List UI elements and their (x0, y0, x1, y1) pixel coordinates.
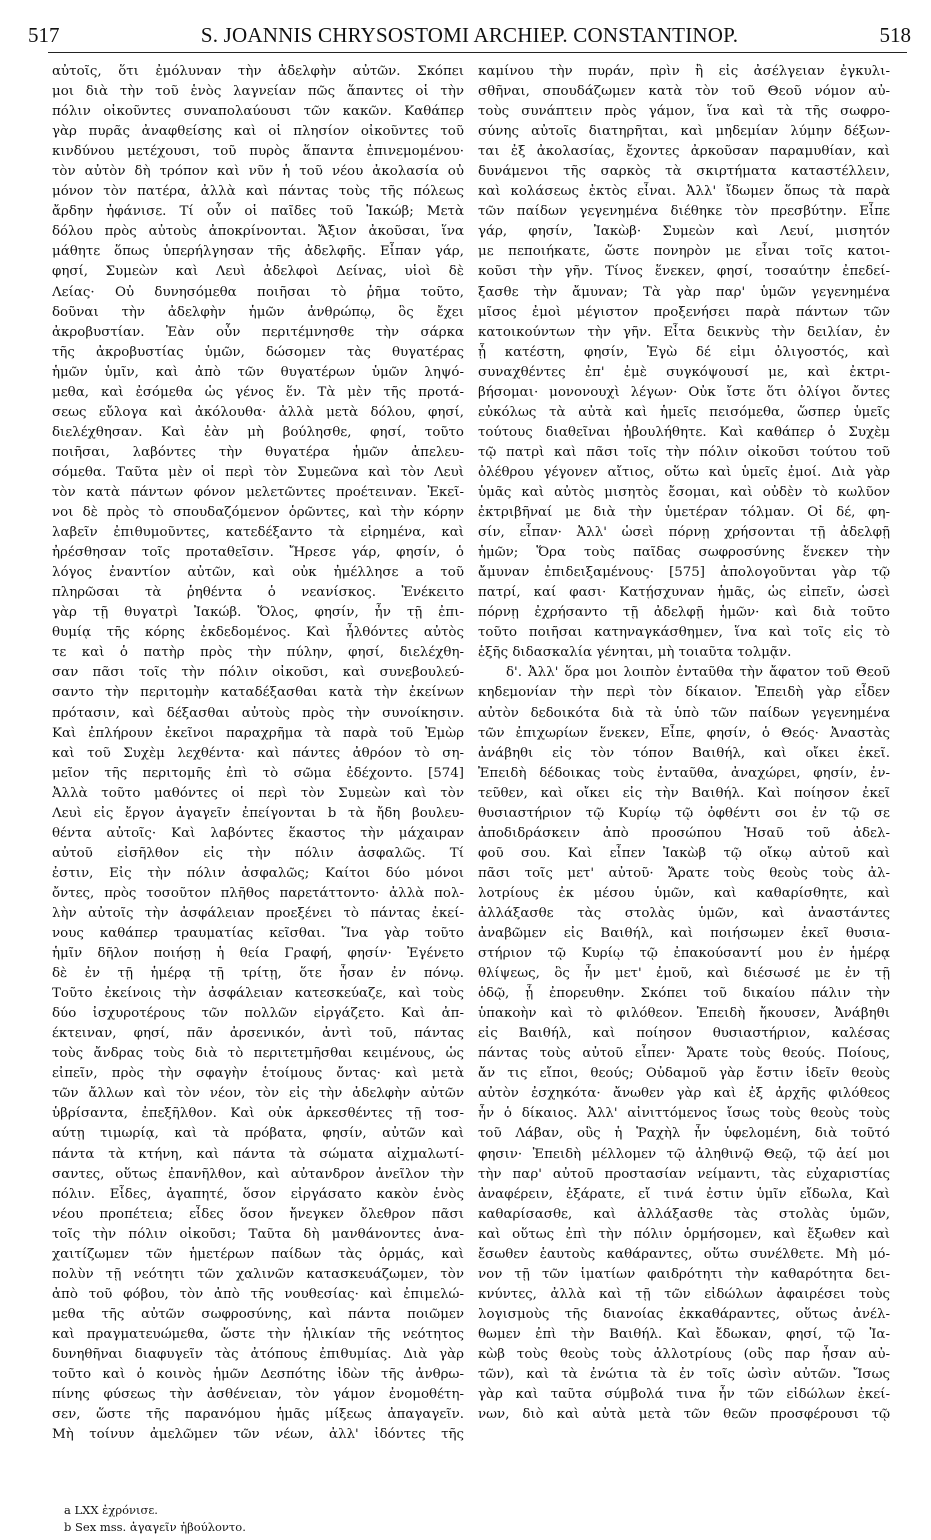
right-column-line: αὐτὸν δεδοικότα διὰ τὰ ὑπὸ τῶν παίδων γεγενημένα (478, 705, 890, 721)
right-column-line: τῷ πατρὶ καὶ πᾶσι τοῖς τὴν πόλιν οἰκοῦσι τούτου τοῦ (478, 444, 890, 460)
footnote-b: b Sex mss. ἀγαγεῖν ἠβούλοντο. (64, 1520, 246, 1534)
right-column-line: τοῦ Λάβαν, οὓς ἡ Ῥαχὴλ ἦν ὑφελομένη, διὰ τοῦτό (478, 1126, 890, 1142)
right-column-line: ἔσωθεν ἑαυτοὺς καθάραντες, οὕτω συνέλθετε. Μὴ μό- (478, 1246, 890, 1262)
left-column-line: μεῖον τῆς περιτομῆς ἐπὶ τὸ σῶμα ἐδέχοντο. [574] (52, 765, 464, 781)
right-column-line: ἀλλάξασθε τὰς στολὰς ὑμῶν, καὶ ἀναστάντες (478, 905, 890, 921)
right-column-line: τῶν παίδων γεγενημένα διέθηκε τὸν πρεσβύτην. Εἶπε (478, 204, 890, 220)
right-column-line: ὑπακοὴν καὶ τὸ φιλόθεον. Ἐπειδὴ ἤκουσεν, Ἀνάβηθι (478, 1006, 890, 1022)
right-column-line: τοῦτο ποιῆσαι κατηναγκάσθημεν, ἵνα καὶ τοῖς εἰς τὸ (478, 625, 890, 641)
left-column-line: πολὺν τῇ νεότητι τῶν χαλινῶν κατασκευάζωμεν, τὸν (52, 1266, 464, 1282)
right-column-line: σθῆναι, σπουδάζωμεν κατὰ τὸν τοῦ Θεοῦ νόμον αὐ- (478, 84, 890, 100)
right-column-line: εἰς Βαιθήλ, καὶ ποίησον θυσιαστήριον, καλέσας (478, 1026, 890, 1042)
right-column-line: καμίνου τὴν πυράν, πρὶν ἢ εἰς ἀσέλγειαν ἐγκυλι- (478, 64, 890, 79)
right-column-line: ἡμῶν; Ὅρα τοὺς παῖδας σωφροσύνης ἕνεκεν τὴν (478, 545, 890, 561)
right-column-line: εὐκόλως τὰ αὐτὰ καὶ ἡμεῖς πεισόμεθα, ὥσπερ ὑμεῖς (478, 404, 890, 420)
left-column-line: ἡμῶν ὑμῖν, καὶ ἀπὸ τῶν θυγατέρων ὑμῶν ληψό- (52, 364, 464, 380)
left-column-line: ὄντες, πρὸς τοσοῦτον πλῆθος παρετάττοντο· ἀλλὰ πολ- (52, 885, 464, 901)
left-column-line: πίνης φύσεως τὴν ἀσθένειαν, τὸν γάμον ἐνομοθέτη- (52, 1387, 464, 1403)
right-column-line: θυσιαστήριον τῷ Κυρίῳ τῷ ὀφθέντι σοι ἐν τῷ σε (478, 805, 890, 821)
left-column-line: ἄρδην ἠφάνισε. Τί οὖν οἱ παῖδες τοῦ Ἰακώβ; Μετὰ (52, 204, 464, 220)
left-column-line: τὸν κατὰ πάντων φόνον μελετῶντες προέτειναν. Ἐκεῖ- (52, 484, 464, 500)
left-column-line: σεως εὔλογα καὶ ἀκόλουθα· ἀλλὰ μετὰ δόλου, φησί, (52, 404, 464, 420)
right-column-line: λογισμοὺς τῆς διανοίας ἐκκαθάραντες, οὕτως ἀνέλ- (478, 1306, 890, 1322)
left-column-line: σόμεθα. Ταῦτα μὲν οἱ περὶ τὸν Συμεῶνα καὶ τὸν Λευὶ (52, 464, 464, 480)
right-column-line: θωμεν ἐπὶ τὴν Βαιθήλ. Καὶ ἔδωκαν, φησί, τῷ Ἰα- (478, 1326, 890, 1342)
left-column-line: νέου προπέτεια; εἶδες ὅσον ἤνεγκεν ὄλεθρον πᾶσι (52, 1206, 464, 1222)
left-column-line: αὐτοῦ εἰσῆλθον εἰς τὴν πόλιν ἀσφαλῶς. Τί (52, 845, 464, 861)
right-column-line: κὼβ τοὺς θεοὺς τοὺς ἀλλοτρίους (οὓς παρ ἦσαν αὐ- (478, 1347, 890, 1362)
left-column-line: πόλιν οἰκοῦντες συναπολαύουσι τῶν κακῶν. Καθάπερ (52, 104, 464, 120)
right-column-line: σύνης αὐτοῖς διατηρῆται, καὶ μηδεμίαν λύμην δέξων- (478, 124, 890, 140)
right-column-line: τούτους διαθεῖναι ἠβουλήθητε. Καὶ καθάπερ ὁ Συχὲμ (478, 424, 890, 440)
right-column-line: με πεποιήκατε, ὥστε πονηρὸν με εἶναι τοῖς κατοι- (478, 244, 890, 260)
left-column-line: καὶ τοῦ Συχὲμ λεχθέντα· καὶ πάντες ἀθρόον τὸ ση- (52, 745, 464, 761)
left-column-line: τοῖς τὴν πόλιν οἰκοῦσι; Ταῦτα δὴ μανθάνοντες ἀνα- (52, 1226, 464, 1242)
left-column-line: διελέχθησαν. Καὶ ἐὰν μὴ βούλησθε, φησί, τοῦτο (52, 424, 464, 440)
left-column-line: μοι διὰ τὴν τοῦ ἑνὸς λαγνείαν πῶς ἅπαντες οἱ τὴν (52, 84, 464, 100)
running-title: S. JOANNIS CHRYSOSTOMI ARCHIEP. CONSTANTINOP. (200, 23, 739, 47)
left-column-line: μεθα, καὶ ἐσόμεθα ὡς γένος ἕν. Τὰ μὲν τῆς προτά- (52, 384, 464, 400)
left-column-line: εἰπεῖν, πρὸς τὴν σφαγὴν ἑτοίμους ὄντας· καὶ μετὰ (52, 1066, 464, 1082)
right-column-line: δ'. Ἀλλ' ὅρα μοι λοιπὸν ἐνταῦθα τὴν ἄφατον τοῦ Θεοῦ (506, 665, 890, 681)
right-column-line: τῶν), καὶ τὰ ἐνώτια τὰ ἐν τοῖς ὠσὶν αὐτῶν. Ἴσως (478, 1367, 890, 1383)
left-column-line: λαβεῖν ἐπιθυμοῦντες, κατεδέξαντο τὰ εἰρημένα, καὶ (52, 525, 464, 541)
left-column-line: λόγος ἐναντίον αὐτῶν, καὶ οὐκ ἠμέλλησε a τοῦ (52, 565, 464, 581)
left-column-line: Ἀλλὰ τοῦτο μαθόντες οἱ περὶ τὸν Συμεὼν καὶ τὸν (52, 785, 464, 801)
left-column-line: μάθητε ὅπως ὑπερήλγησαν τῆς ἀδελφῆς. Εἶπαν γάρ, (52, 244, 464, 260)
right-column-line: αὐτὸν ἐσχηκότα· ἄνωθεν γὰρ καὶ ἐξ ἀρχῆς φιλόθεος (478, 1086, 890, 1102)
left-column-line: θέντα αὐτοῖς· Καὶ λαβόντες ἕκαστος τὴν μάχαιραν (52, 825, 464, 841)
right-column-line: τὴν παρ' αὐτοῦ προστασίαν νείμαντι, τὰς εὐχαριστίας (478, 1166, 890, 1182)
right-column-line: τοὺς συνάπτειν πρὸς γάμον, ἵνα καὶ τὰ τῆς σωφρο- (478, 104, 890, 120)
left-column-line: δόλου πρὸς αὐτοὺς ἀποκρίνονται. Ἄξιον ἀκοῦσαι, ἵνα (52, 224, 464, 240)
left-column-line: φησί, Συμεὼν καὶ Λευὶ ἀδελφοὶ Δείνας, υἱοὶ δὲ (52, 264, 464, 280)
left-column-line: δὲ ἐν τῇ ἡμέρᾳ τῇ τρίτῃ, ὅτε ἦσαν ἐν πόνῳ. (52, 966, 464, 982)
right-column-line: ἀνάβηθι εἰς τὸν τόπον Βαιθήλ, καὶ οἴκει ἐκεῖ. (478, 745, 890, 761)
right-column-line: νον τῇ τῶν ἱματίων φαιδρότητι τὴν καθαρότητα δει- (478, 1266, 890, 1282)
left-column-line: μόνον τὸν πατέρα, ἀλλὰ καὶ πάντας τοὺς τῆς πόλεως (52, 184, 464, 200)
right-column-line: συναχθέντες ἐπ' ἐμὲ συγκόψουσί με, καὶ ἐκτρι- (478, 364, 890, 380)
right-column-line: ται ἐξ ἀκολασίας, ἔχοντες ἀρκοῦσαν παραμυθίαν, καὶ (478, 144, 890, 160)
right-column-line: πατρί, καί φασι· Κατῄσχυναν ἡμᾶς, ὡς εἰπεῖν, ὡσεὶ (478, 585, 890, 601)
left-column-line: Τοῦτο ἐκείνοις τὴν ἀσφάλειαν κατεσκεύαζε, καὶ τοὺς (52, 986, 464, 1002)
left-column-line: τῆς ἀκροβυστίας ὑμῶν, δώσομεν τὰς θυγατέρας (52, 344, 464, 360)
right-column-line: ξασθε τὴν ἄμυναν; Τὰ γὰρ παρ' ὑμῶν γεγενημένα (478, 284, 890, 300)
left-column-line: νοι δὲ πρὸς τὸ σπουδαζόμενον ὁρῶντες, καὶ τὴν κόρην (52, 505, 464, 521)
left-column-line: δύο ἰσχυροτέρους τῶν πολλῶν εἰργάζετο. Καὶ ἀπ- (52, 1006, 464, 1022)
right-text-column (478, 62, 890, 1425)
left-column-line: Καὶ ἐπλήρουν ἐκεῖνοι παραχρῆμα τὰ παρὰ τοῦ Ἐμὼρ (52, 725, 464, 741)
right-column-line: γὰρ καὶ ταῦτα σύμβολά τινα ἦν τῶν εἰδώλων ἐκεί- (478, 1387, 890, 1403)
left-column-line: καὶ πραγματευώμεθα, ὥστε τὴν ἡλικίαν τῆς νεότητος (52, 1326, 464, 1342)
right-column-line: σίν, εἶπαν· Ἀλλ' ὡσεὶ πόρνῃ χρήσονται τῇ ἀδελφῇ (478, 525, 890, 541)
right-column-line: φοῦ σου. Καὶ εἶπεν Ἰακὼβ τῷ οἴκῳ αὐτοῦ καὶ (478, 845, 890, 861)
left-column-line: ἀπὸ τοῦ φόβου, τὸν ἀπὸ τῆς νουθεσίας· καὶ ἐπιμελώ- (52, 1286, 464, 1302)
left-column-line: πρότασιν, καὶ δέξασθαι αὐτοὺς πρὸς τὴν συνοίκησιν. (52, 705, 464, 721)
left-column-line: σεν, ὥστε τῆς παρανόμου ἡμᾶς μίξεως ἀπαγαγεῖν. (52, 1407, 464, 1423)
left-column-line: Λείας· Οὐ δυνησόμεθα ποιῆσαι τὸ ῥῆμα τοῦτο, (52, 284, 464, 300)
right-column-line: ἀποδιδράσκειν ἀπὸ προσώπου Ἡσαῦ τοῦ ἀδελ- (478, 825, 890, 841)
footnote-a: a LXX ἐχρόνισε. (64, 1503, 158, 1517)
running-header (28, 4, 911, 48)
header-rule (48, 52, 907, 53)
left-column-line: ποιῆσαι, λαβόντες τὴν θυγατέρα ἡμῶν ἀπελευ- (52, 444, 464, 460)
left-column-line: γὰρ τῇ θυγατρὶ Ἰακώβ. Ὅλος, φησίν, ἦν τῇ ἐπι- (52, 605, 464, 621)
left-text-column (52, 62, 464, 1445)
right-column-line: ὀλέθρου γέγονεν αἴτιος, οὕτω καὶ ὑμεῖς ἐμοί. Διὰ γὰρ (478, 464, 890, 480)
left-column-line: γὰρ πυρᾶς ἀναφθείσης καὶ οἱ πλησίον οἰκοῦντες τοῦ (52, 124, 464, 140)
left-column-line: αύτῃ τιμωρίᾳ, καὶ τὰ πρόβατα, φησίν, αὐτῶν καὶ (52, 1126, 464, 1142)
left-column-line: σαν πᾶσι τοῖς τὴν πόλιν οἰκοῦσι, καὶ συνεβουλεύ- (52, 665, 464, 681)
left-column-line: σαντες, οὕτως ἐπανῆλθον, καὶ αὐτανδρον ἀνεῖλον τὴν (52, 1166, 464, 1182)
right-column-line: ἄμυναν ἐπιδειξαμένους· [575] ἀπολογοῦνται γὰρ τῷ (478, 565, 890, 581)
page-number-right: 518 (879, 23, 911, 47)
right-column-line: ἑξῆς διδασκαλία γένηται, μὴ τοιαῦτα τολμᾷν. (478, 645, 792, 661)
right-column-line: στήριον τῷ Κυρίῳ τῷ ἐπακούσαντί μου ἐν ἡμέρᾳ (478, 946, 890, 962)
right-column-line: καὶ κολάσεως ἐκτὸς εἶναι. Ἀλλ' ἴδωμεν ὅπως τὰ παρὰ (478, 184, 890, 200)
right-column-line: ἐκτριβῆναί με διὰ τὴν ὑμετέραν τόλμαν. Οἱ δέ, φη- (478, 505, 890, 521)
left-column-line: τοῦτο καὶ ὁ κοινὸς ἡμῶν Δεσπότης ἰδὼν τῆς ἀνθρω- (52, 1367, 464, 1383)
right-column-line: ᾗ κατέστη, φησίν, Ἐγὼ δέ εἰμι ὀλιγοστός, καὶ (478, 344, 890, 360)
right-column-line: κοῦσι τὴν γῆν. Τίνος ἕνεκεν, φησί, τοσαύτην ἐπεδεί- (478, 264, 890, 280)
left-column-line: ἐστιν, Εἰς τὴν πόλιν ἀσφαλῶς; Καίτοι δύο μόνοι (52, 865, 464, 881)
right-column-line: δυνάμενοι τῆς σαρκὸς τὰ σκιρτήματα καταστέλλειν, (478, 164, 890, 180)
right-column-line: λοτρίους ἐκ μέσου ὑμῶν, καὶ καθαρίσθητε, καὶ (478, 885, 890, 901)
right-column-line: θλίψεως, ὃς ἦν μετ' ἐμοῦ, καὶ διέσωσέ με ἐν τῇ (478, 966, 890, 982)
left-column-line: τοὺς ἄνδρας τοὺς διὰ τὸ περιτετμῆσθαι κειμένους, ὡς (52, 1046, 464, 1062)
left-column-line: ἡμῖν δῆλον ποιήσῃ ἡ θεία Γραφή, φησίν· Ἐγένετο (52, 946, 464, 962)
left-column-line: πληρῶσαι τὰ ῥηθέντα ὁ νεανίσκος. Ἐνέκειτο (52, 585, 464, 601)
left-column-line: τε καὶ ὁ πατὴρ πρὸς τὴν πύλην, φησί, διελέχθη- (52, 645, 464, 661)
right-column-line: πόρνῃ ἐχρήσαντο τῇ ἀδελφῇ ἡμῶν· καὶ διὰ τοῦτο (478, 605, 890, 621)
left-column-line: ὑβρίσαντα, ἐπεξῆλθον. Καὶ οὐκ ἀρκεσθέντες τῇ τοσ- (52, 1106, 464, 1122)
left-column-line: έκτειναν, φησί, πᾶν ἀρσενικόν, ἀντὶ τοῦ, πάντας (52, 1026, 464, 1042)
right-column-line: τῶν ἐπιχωρίων ἕνεκεν, Εἶπε, φησίν, ὁ Θεός· Ἀναστὰς (478, 725, 890, 741)
right-column-line: τεῦθεν, καὶ οἴκει εἰς τὴν Βαιθήλ. Καὶ ποίησον ἐκεῖ (478, 785, 890, 801)
left-column-line: δυνηθῆναι διαφυγεῖν τὰς ἀτόπους ἐπιθυμίας. Διὰ γὰρ (52, 1347, 464, 1362)
right-column-line: καθαρίσασθε, καὶ ἀλλάξασθε τὰς στολὰς ὑμῶν, (478, 1206, 890, 1222)
left-column-line: κινδύνου μετέχουσι, τοῦ πυρὸς ἅπαντα ἐπινεμομένου· (52, 144, 464, 160)
right-column-line: ἦν ὁ δίκαιος. Ἀλλ' αἰνιττόμενος ἴσως τοὺς θεοὺς τοὺς (478, 1106, 890, 1122)
left-column-line: ἠρέσθησαν τοῖς προταθεῖσιν. Ἤρεσε γάρ, φησίν, ὁ (52, 545, 464, 561)
right-column-line: κνύντες, ἀλλὰ καὶ τῇ τῶν εἰδώλων ἀφαιρέσει τοὺς (478, 1286, 890, 1302)
left-column-line: πόλιν. Εἶδες, ἀγαπητέ, ὅσον εἰργάσατο κακὸν ἑνὸς (52, 1186, 464, 1202)
right-column-line: νων, διὸ καὶ αὐτὰ μετὰ τῶν θεῶν προσφέρουσι τῷ (478, 1407, 890, 1423)
right-column-line: πᾶσι τοῖς μετ' αὐτοῦ· Ἄρατε τοὺς θεοὺς τοὺς ἀλ- (478, 865, 890, 881)
right-column-line: βήσομαι· μονονουχὶ λέγων· Οὐκ ἴστε ὅτι ὀλίγοι ὄντες (478, 384, 890, 400)
left-column-line: τὸν αὐτὸν δὴ τρόπον καὶ νῦν ἡ τοῦ νέου ἀκολασία οὐ (52, 164, 464, 180)
left-column-line: ἀκροβυστίαν. Ἐὰν οὖν περιτέμνησθε τὴν σάρκα (52, 324, 464, 340)
left-column-line: λὴν αὐτοῖς τὴν ἀσφάλειαν προεξένει τὸ πάντας ἐκεί- (52, 905, 464, 921)
left-column-line: θυμίᾳ τῆς κόρης ἐκδεδομένος. Καὶ ἦλθόντες αὐτὸς (52, 625, 464, 641)
left-column-line: Λευὶ εἰς ἔργον ἀγαγεῖν ἐπείγονται b τὰ ἤδη βουλευ- (52, 805, 464, 821)
left-column-line: μεθα τῆς αὐτῶν σωφροσύνης, καὶ πάντα ποιῶμεν (52, 1306, 464, 1322)
left-column-line: χαιτίζωμεν τῶν ἡμετέρων παίδων τὰς ὁρμάς, καὶ (52, 1246, 464, 1262)
page-number-left: 517 (28, 23, 60, 47)
right-column-line: ἀναβῶμεν εἰς Βαιθήλ, καὶ ποιήσωμεν ἐκεῖ θυσια- (478, 926, 890, 942)
left-column-line: πάντα τὰ κτήνη, καὶ πάντα τὰ σώματα αἰχμαλωτί- (52, 1146, 464, 1162)
left-column-line: Μὴ τοίνυν ἀμελῶμεν τῶν νέων, ἀλλ' ἰδόντες τῆς (52, 1427, 464, 1443)
left-column-line: δοῦναι τὴν ἀδελφὴν ἡμῶν ἀνθρώπῳ, ὃς ἔχει (52, 304, 464, 320)
right-column-line: ἀναφέρειν, ἐξάρατε, εἴ τινά ἐστιν ὑμῖν εἴδωλα, Καὶ (478, 1186, 890, 1202)
right-column-line: καὶ οὕτως ἐπὶ τὴν πόλιν ὁρμήσομεν, καὶ ἔξωθεν καὶ (478, 1226, 890, 1242)
right-column-line: γάρ, φησίν, Ἰακὼβ· Συμεὼν καὶ Λευί, μισητόν (478, 224, 890, 240)
right-column-line: ὁδῷ, ᾗ ἐπορευθην. Σκόπει τοῦ δικαίου πάλιν τὴν (478, 986, 890, 1002)
left-column-line: τῶν ἄλλων καὶ τὸν νέον, τὸν εἰς τὴν ἀδελφὴν αὐτῶν (52, 1086, 464, 1102)
right-column-line: κατοικούντων τὴν γῆν. Εἶτα δεικνὺς τὴν δειλίαν, ἐν (478, 324, 890, 340)
right-column-line: μῖσος ἐμοὶ μέγιστον προξενήσει παρὰ πάντων τῶν (478, 304, 890, 320)
left-column-line: νους καθάπερ τραυματίας κεῖσθαι. Ἵνα γὰρ τοῦτο (52, 926, 464, 942)
right-column-line: ἄν τις εἴποι, θεούς; Οὐδαμοῦ γὰρ ἔστιν ἰδεῖν θεοὺς (478, 1066, 890, 1082)
right-column-line: Ἐπειδὴ δέδοικας τοὺς ἐνταῦθα, ἀναχώρει, φησίν, ἐν- (478, 765, 890, 781)
left-column-line: αὐτοῖς, ὅτι ἐμόλυναν τὴν ἀδελφὴν αὐτῶν. Σκόπει (52, 64, 464, 79)
left-column-line: σαντο τὴν περιτομὴν καταδέξασθαι κατὰ τὴν ἐκείνων (52, 685, 464, 701)
right-column-line: κηδεμονίαν τὴν περὶ τὸν δίκαιον. Ἐπειδὴ γὰρ εἶδεν (478, 685, 890, 701)
right-column-line: ὑμᾶς καὶ αὐτὸς μισητὸς ἔσομαι, καὶ οὐδὲν τὸ κωλῦον (478, 484, 890, 500)
right-column-line: πάντας τοὺς αὐτοῦ εἶπεν· Ἄρατε τοὺς θεούς. Ποίους, (478, 1046, 890, 1062)
right-column-line: φησιν· Ἐπειδὴ μέλλομεν τῷ ἀληθινῷ Θεῷ, τῷ ἀεί μοι (478, 1146, 890, 1162)
